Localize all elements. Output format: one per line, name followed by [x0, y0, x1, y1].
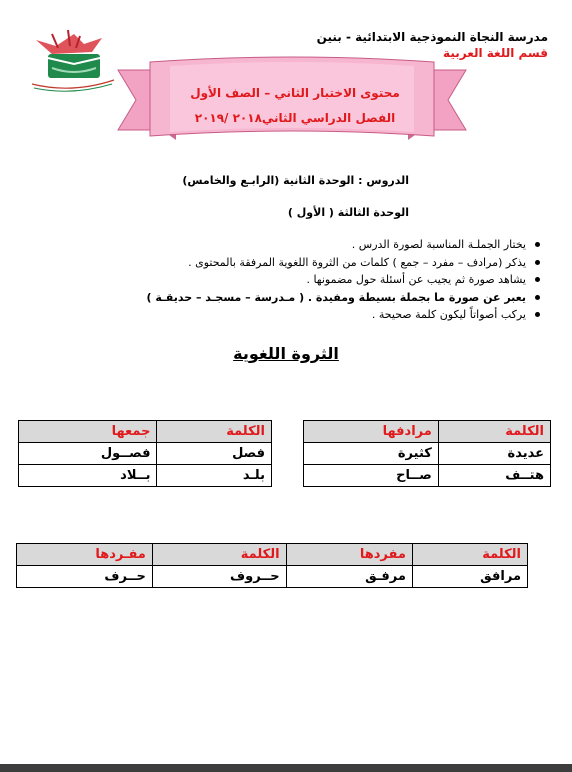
school-name: مدرسة النجاة النموذجية الابتدائية - بنين — [316, 30, 548, 44]
list-item: يذكر (مرادف – مفرد – جمع ) كلمات من الثروة اللغوية المرفقة بالمحتوى . — [46, 254, 526, 272]
school-logo-icon — [22, 26, 122, 96]
footer-bar — [0, 764, 572, 772]
table-cell: حــروف — [152, 566, 286, 588]
table-cell: هتــف — [438, 465, 550, 487]
table-cell: فصــول — [19, 443, 157, 465]
table-cell: مرفـق — [286, 566, 412, 588]
table-header-row — [304, 421, 551, 443]
table-header: الكلمة — [152, 544, 286, 566]
title-ribbon — [114, 56, 470, 160]
table-cell: فصل — [157, 443, 272, 465]
table-header-row — [17, 544, 528, 566]
plurals-table — [18, 420, 272, 487]
table-header: جمعها — [19, 421, 157, 443]
table-cell: مرافق — [412, 566, 527, 588]
table-header: الكلمة — [438, 421, 550, 443]
table-cell: بلـد — [157, 465, 272, 487]
list-item: يركب أصواتاً ليكون كلمة صحيحة . — [46, 306, 526, 324]
table-row — [304, 443, 551, 465]
table-header-row — [19, 421, 272, 443]
lessons-units: الدروس : الوحدة الثانية (الرابـع والخامس) — [182, 174, 409, 187]
table-row — [304, 465, 551, 487]
table-row — [17, 566, 528, 588]
department-name: قسم اللغة العربية — [443, 46, 548, 60]
table-row — [19, 443, 272, 465]
table-cell: حــرف — [17, 566, 153, 588]
table-cell: عديدة — [438, 443, 550, 465]
table-cell: كثيرة — [304, 443, 439, 465]
unit-three: الوحدة الثالثة ( الأول ) — [287, 206, 409, 219]
table-cell: بــلاد — [19, 465, 157, 487]
table-header: الكلمة — [412, 544, 527, 566]
synonyms-table — [303, 420, 551, 487]
table-header: الكلمة — [157, 421, 272, 443]
table-header: مفردها — [286, 544, 412, 566]
objectives-list — [46, 236, 542, 324]
table-row — [19, 465, 272, 487]
singulars-table — [16, 543, 528, 588]
table-header: مفـردها — [17, 544, 153, 566]
list-item: يشاهد صورة ثم يجيب عن أسئلة حول مضمونها . — [46, 271, 526, 289]
table-header: مرادفها — [304, 421, 439, 443]
list-item: يعبر عن صورة ما بجملة بسيطة ومفيدة . ( مـدرسة – مسجـد – حديقـة ) — [46, 289, 526, 307]
section-title: الثروة اللغوية — [233, 344, 339, 363]
banner-term: الفصل الدراسي الثاني٢٠١٨ /٢٠١٩ — [194, 111, 396, 125]
table-cell: صــاح — [304, 465, 439, 487]
banner-title: محتوى الاختبار الثاني – الصف الأول — [190, 86, 400, 100]
list-item: يختار الجملـة المناسبة لصورة الدرس . — [46, 236, 526, 254]
